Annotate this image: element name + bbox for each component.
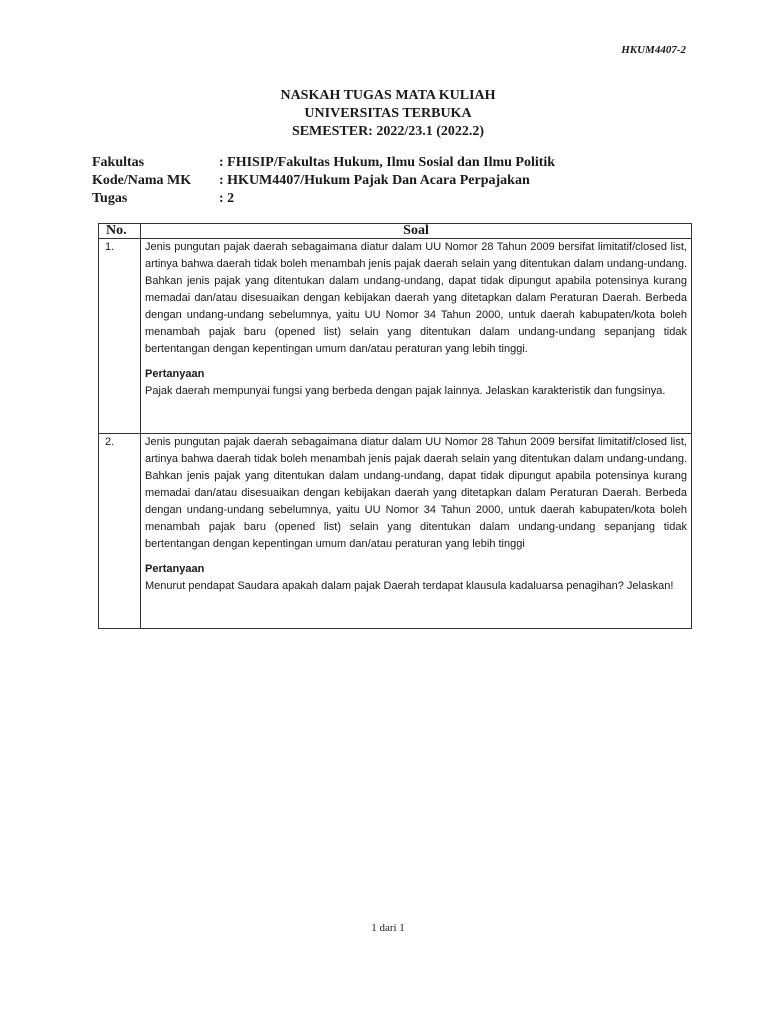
- question-table: [98, 223, 692, 629]
- table-row: [99, 434, 692, 629]
- page-footer: 1 dari 1: [371, 922, 405, 934]
- title-line-1: NASKAH TUGAS MATA KULIAH: [280, 88, 496, 103]
- question-number: 2.: [99, 434, 141, 629]
- info-value: : FHISIP/Fakultas Hukum, Ilmu Sosial dan Ilmu Politik: [219, 155, 556, 170]
- question-heading: Pertanyaan: [145, 368, 205, 380]
- question-cell: [141, 239, 692, 434]
- question-text: Menurut pendapat Saudara apakah dalam pajak Daerah terdapat klausula kadaluarsa penagihan? Jelaskan!: [145, 580, 674, 592]
- course-info: [92, 154, 555, 208]
- column-header-no: No.: [99, 224, 141, 239]
- info-label: Kode/Nama MK: [92, 173, 192, 188]
- table-row: [99, 239, 692, 434]
- document-title: [0, 87, 768, 141]
- document-code: HKUM4407-2: [621, 44, 686, 56]
- info-value: : 2: [219, 191, 235, 206]
- title-line-3: SEMESTER: 2022/23.1 (2022.2): [291, 124, 485, 139]
- title-line-2: UNIVERSITAS TERBUKA: [304, 106, 472, 121]
- info-label: Tugas: [92, 191, 128, 206]
- info-label: Fakultas: [92, 155, 145, 170]
- question-context: Jenis pungutan pajak daerah sebagaimana diatur dalam UU Nomor 28 Tahun 2009 bersifat limitatif/closed list, artinya bahwa daerah tidak boleh menambah jenis pajak daerah selain yang ditentukan dalam undang-undang. Bahkan jenis pajak yang ditentukan dalam undang-undang, dapat tidak dipungut apabila potensinya kurang memadai dan/atau disesuaikan dengan kebijakan daerah yang ditetapkan dalam Peraturan Daerah. Berbeda dengan undang-undang sebelumnya, yaitu UU Nomor 34 Tahun 2000, untuk daerah kabupaten/kota boleh menambah pajak baru (opened list) selain yang ditentukan dalam undang-undang sepanjang tidak bertentangan dengan kepentingan umum dan/atau peraturan yang lebih tinggi.: [145, 241, 687, 355]
- question-cell: [141, 434, 692, 629]
- info-row-task: [92, 190, 555, 208]
- table-header-row: [99, 224, 692, 239]
- question-heading: Pertanyaan: [145, 563, 205, 575]
- info-row-course: [92, 172, 555, 190]
- info-row-faculty: [92, 154, 555, 172]
- question-text: Pajak daerah mempunyai fungsi yang berbeda dengan pajak lainnya. Jelaskan karakteristik dan fungsinya.: [145, 385, 666, 397]
- column-header-soal: Soal: [141, 224, 692, 239]
- question-context: Jenis pungutan pajak daerah sebagaimana diatur dalam UU Nomor 28 Tahun 2009 bersifat limitatif/closed list, artinya bahwa daerah tidak boleh menambah jenis pajak daerah selain yang ditentukan dalam undang-undang. Bahkan jenis pajak yang ditentukan dalam undang-undang, dapat tidak dipungut apabila potensinya kurang memadai dan/atau disesuaikan dengan kebijakan daerah yang ditetapkan dalam Peraturan Daerah. Berbeda dengan undang-undang sebelumnya, yaitu UU Nomor 34 Tahun 2000, untuk daerah kabupaten/kota boleh menambah pajak baru (opened list) selain yang ditentukan dalam undang-undang sepanjang tidak bertentangan dengan kepentingan umum dan/atau peraturan yang lebih tinggi: [145, 436, 687, 550]
- question-number: 1.: [99, 239, 141, 434]
- info-value: : HKUM4407/Hukum Pajak Dan Acara Perpajakan: [219, 173, 530, 188]
